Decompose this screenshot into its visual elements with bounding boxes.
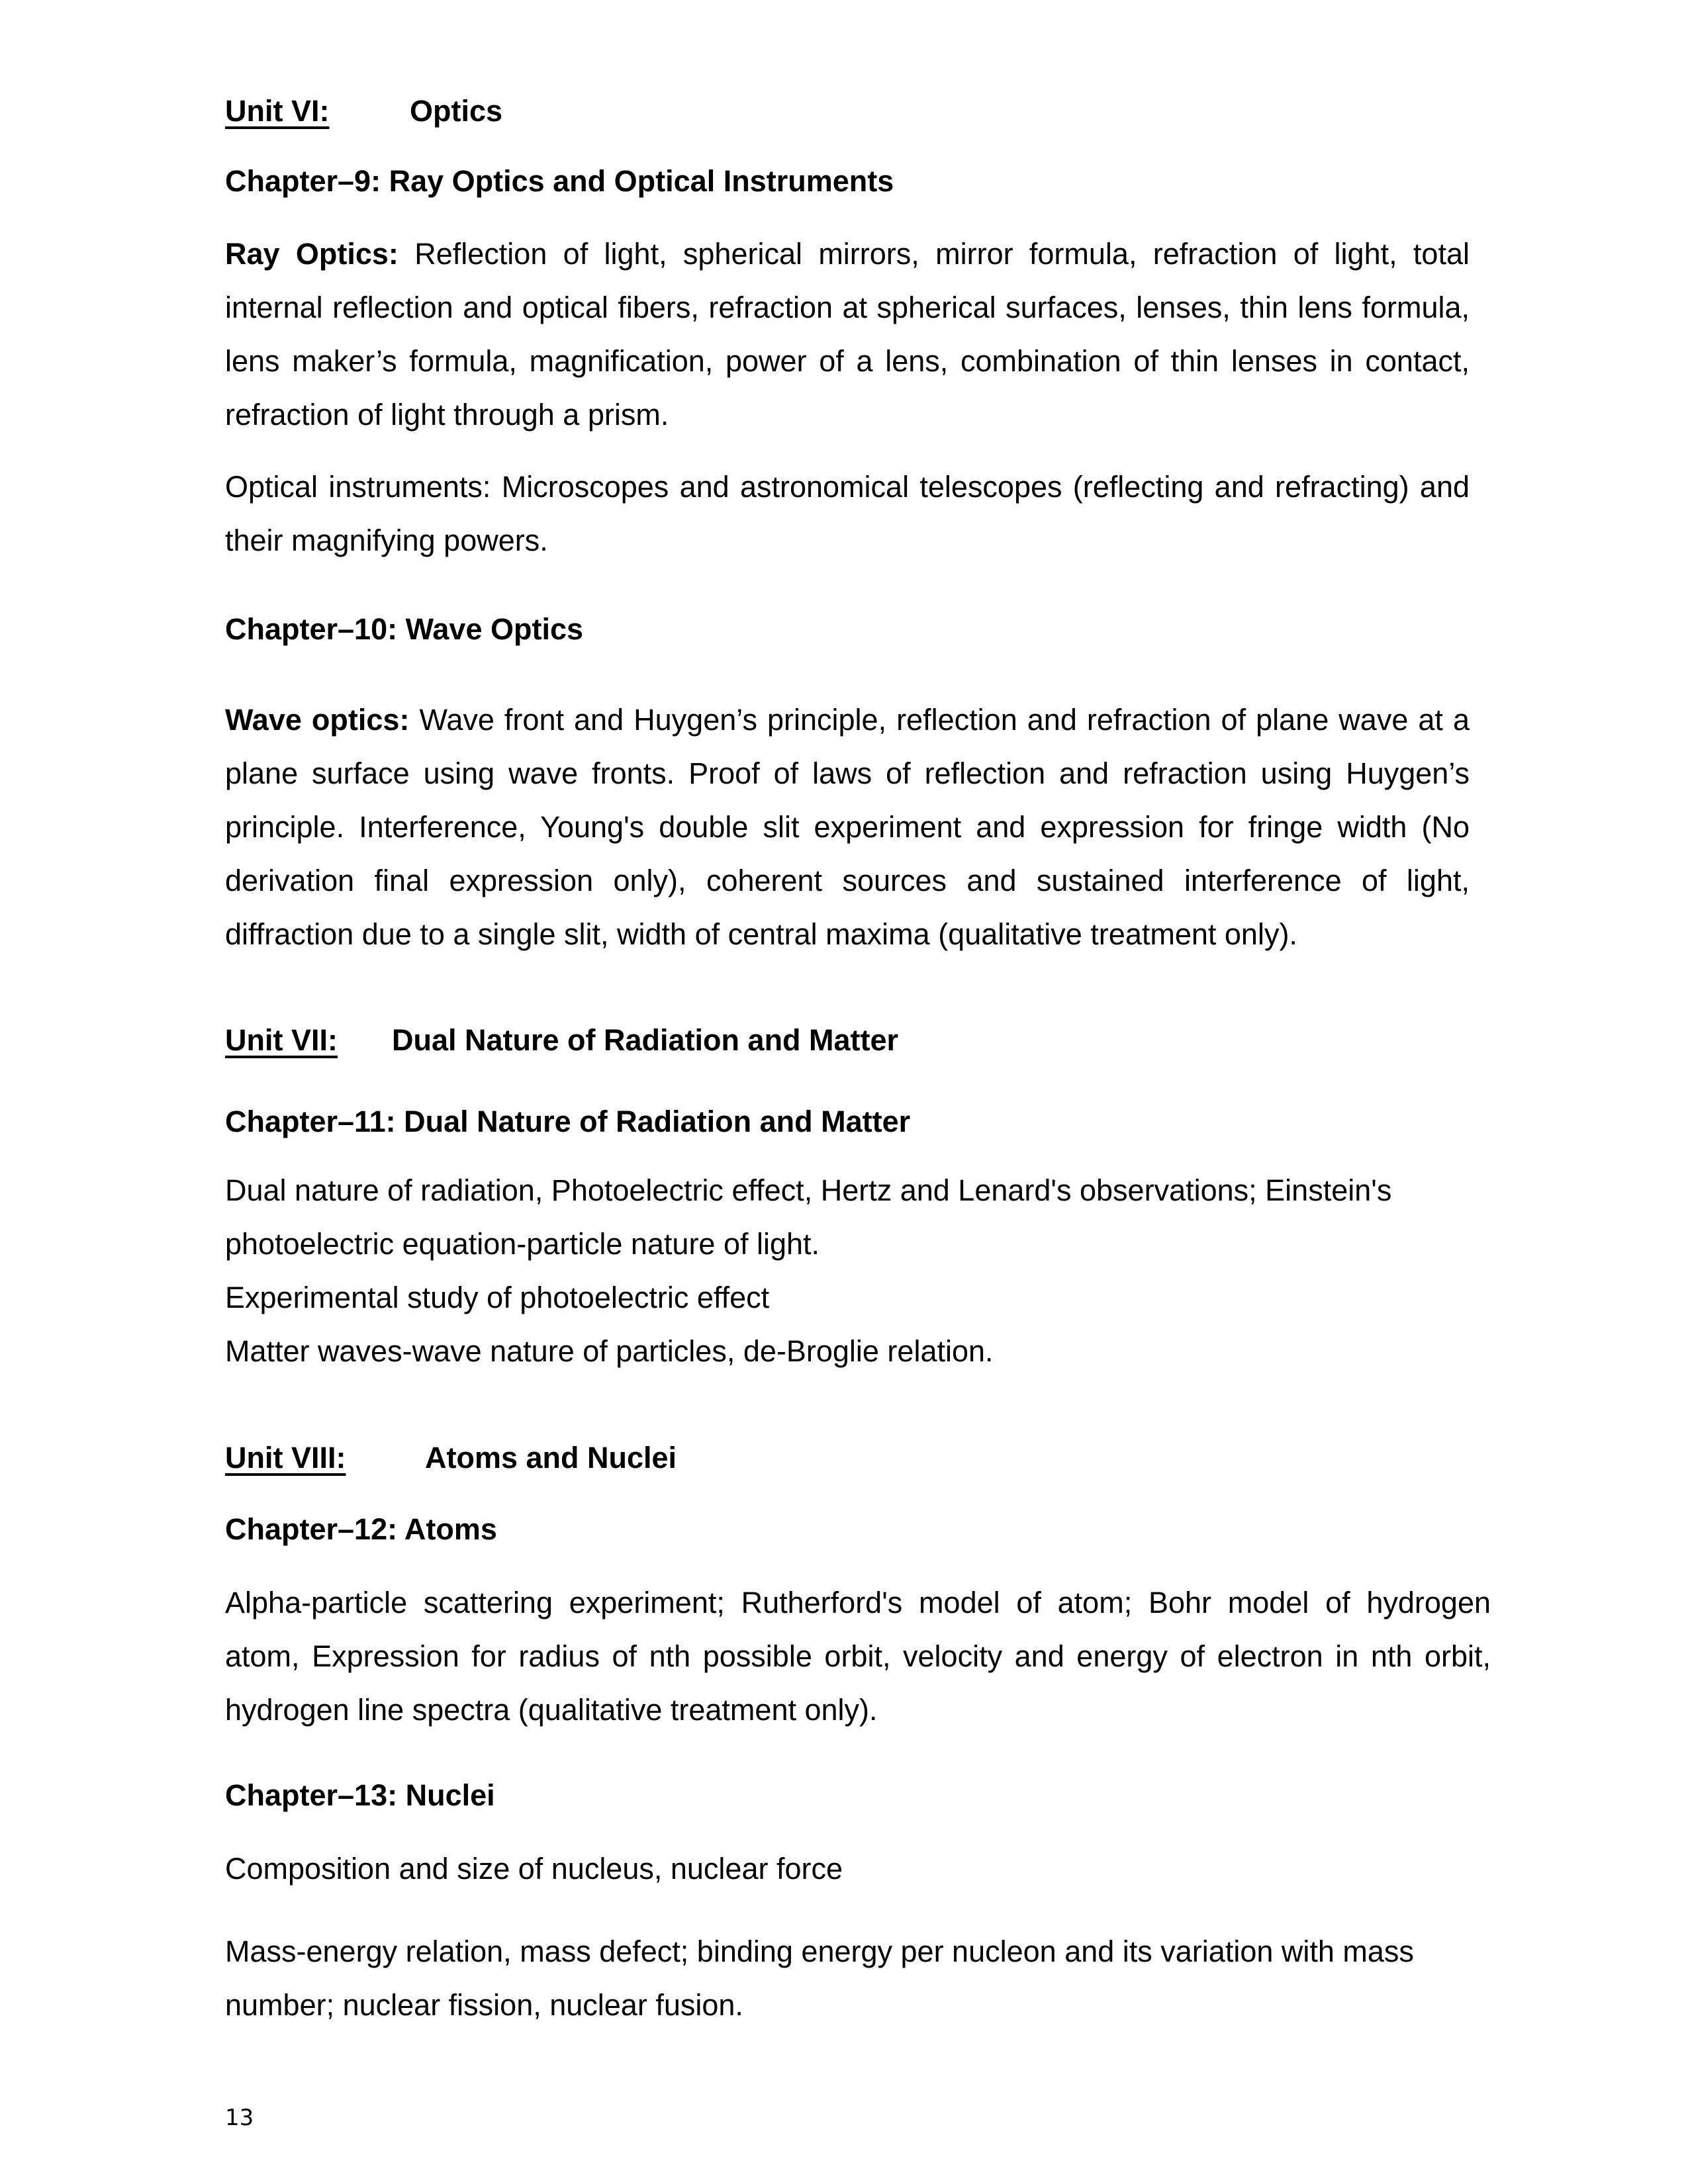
text-line: Mass-energy relation, mass defect; binding energy per nucleon and its variation with mass (225, 1934, 1414, 1968)
text-line: Matter waves-wave nature of particles, de-Broglie relation. (225, 1334, 994, 1368)
chapter-10-heading: Chapter–10: Wave Optics (225, 612, 584, 646)
unit-title: Atoms and Nuclei (425, 1441, 677, 1475)
unit-title: Optics (410, 94, 503, 128)
chapter-12-heading: Chapter–12: Atoms (225, 1512, 497, 1546)
nuclei-paragraph-2 (225, 1925, 1414, 2032)
wave-optics-paragraph (225, 693, 1470, 961)
wave-optics-label: Wave optics: (225, 703, 410, 737)
chapter-13-heading: Chapter–13: Nuclei (225, 1778, 495, 1812)
chapter-11-heading: Chapter–11: Dual Nature of Radiation and Matter (225, 1105, 911, 1138)
ray-optics-text: Reflection of light, spherical mirrors, mirror formula, refraction of light, total internal reflection and optical fibers, refraction at spherical surfaces, lenses, thin lens formula, lens maker’s formula, magnification, power of a lens, combination of thin lenses in contact, refraction of light through a prism. (225, 237, 1470, 432)
unit-label: Unit VIII: (225, 1441, 346, 1475)
text-line: Dual nature of radiation, Photoelectric effect, Hertz and Lenard's observations; Einstein's (225, 1173, 1392, 1207)
unit-title: Dual Nature of Radiation and Matter (392, 1023, 899, 1057)
chapter-9-heading: Chapter–9: Ray Optics and Optical Instruments (225, 164, 894, 198)
ray-optics-label: Ray Optics: (225, 237, 399, 271)
wave-optics-text: Wave front and Huygen’s principle, reflection and refraction of plane wave at a plane surface using wave fronts. Proof of laws of reflection and refraction using Huygen’s principle. Interference, Young's double slit experiment and expression for fringe width (No derivation final expression only), coherent sources and sustained interference of light, diffraction due to a single slit, width of central maxima (qualitative treatment only). (225, 703, 1470, 951)
unit-7-heading (225, 1013, 1483, 1067)
nuclei-paragraph-1: Composition and size of nucleus, nuclear force (225, 1852, 843, 1886)
page-number: 13 (225, 2105, 254, 2131)
unit-6-heading (225, 84, 1483, 138)
unit-label: Unit VI: (225, 94, 330, 128)
unit-label: Unit VII: (225, 1023, 338, 1057)
optical-instruments-paragraph: Optical instruments: Microscopes and astronomical telescopes (reflecting and refracting) and their magnifying powers. (225, 470, 1470, 557)
text-line: number; nuclear fission, nuclear fusion. (225, 1988, 743, 2022)
unit-8-heading (225, 1431, 1483, 1484)
dual-nature-paragraph (225, 1163, 1391, 1378)
ray-optics-paragraph (225, 227, 1470, 441)
text-line: Experimental study of photoelectric effect (225, 1281, 770, 1314)
atoms-paragraph: Alpha-particle scattering experiment; Rutherford's model of atom; Bohr model of hydrogen atom, Expression for radius of nth possible orbit, velocity and energy of electron in nth orbit, hydrogen line spectra (qualitative treatment only). (225, 1586, 1491, 1727)
text-line: photoelectric equation-particle nature of light. (225, 1227, 820, 1261)
